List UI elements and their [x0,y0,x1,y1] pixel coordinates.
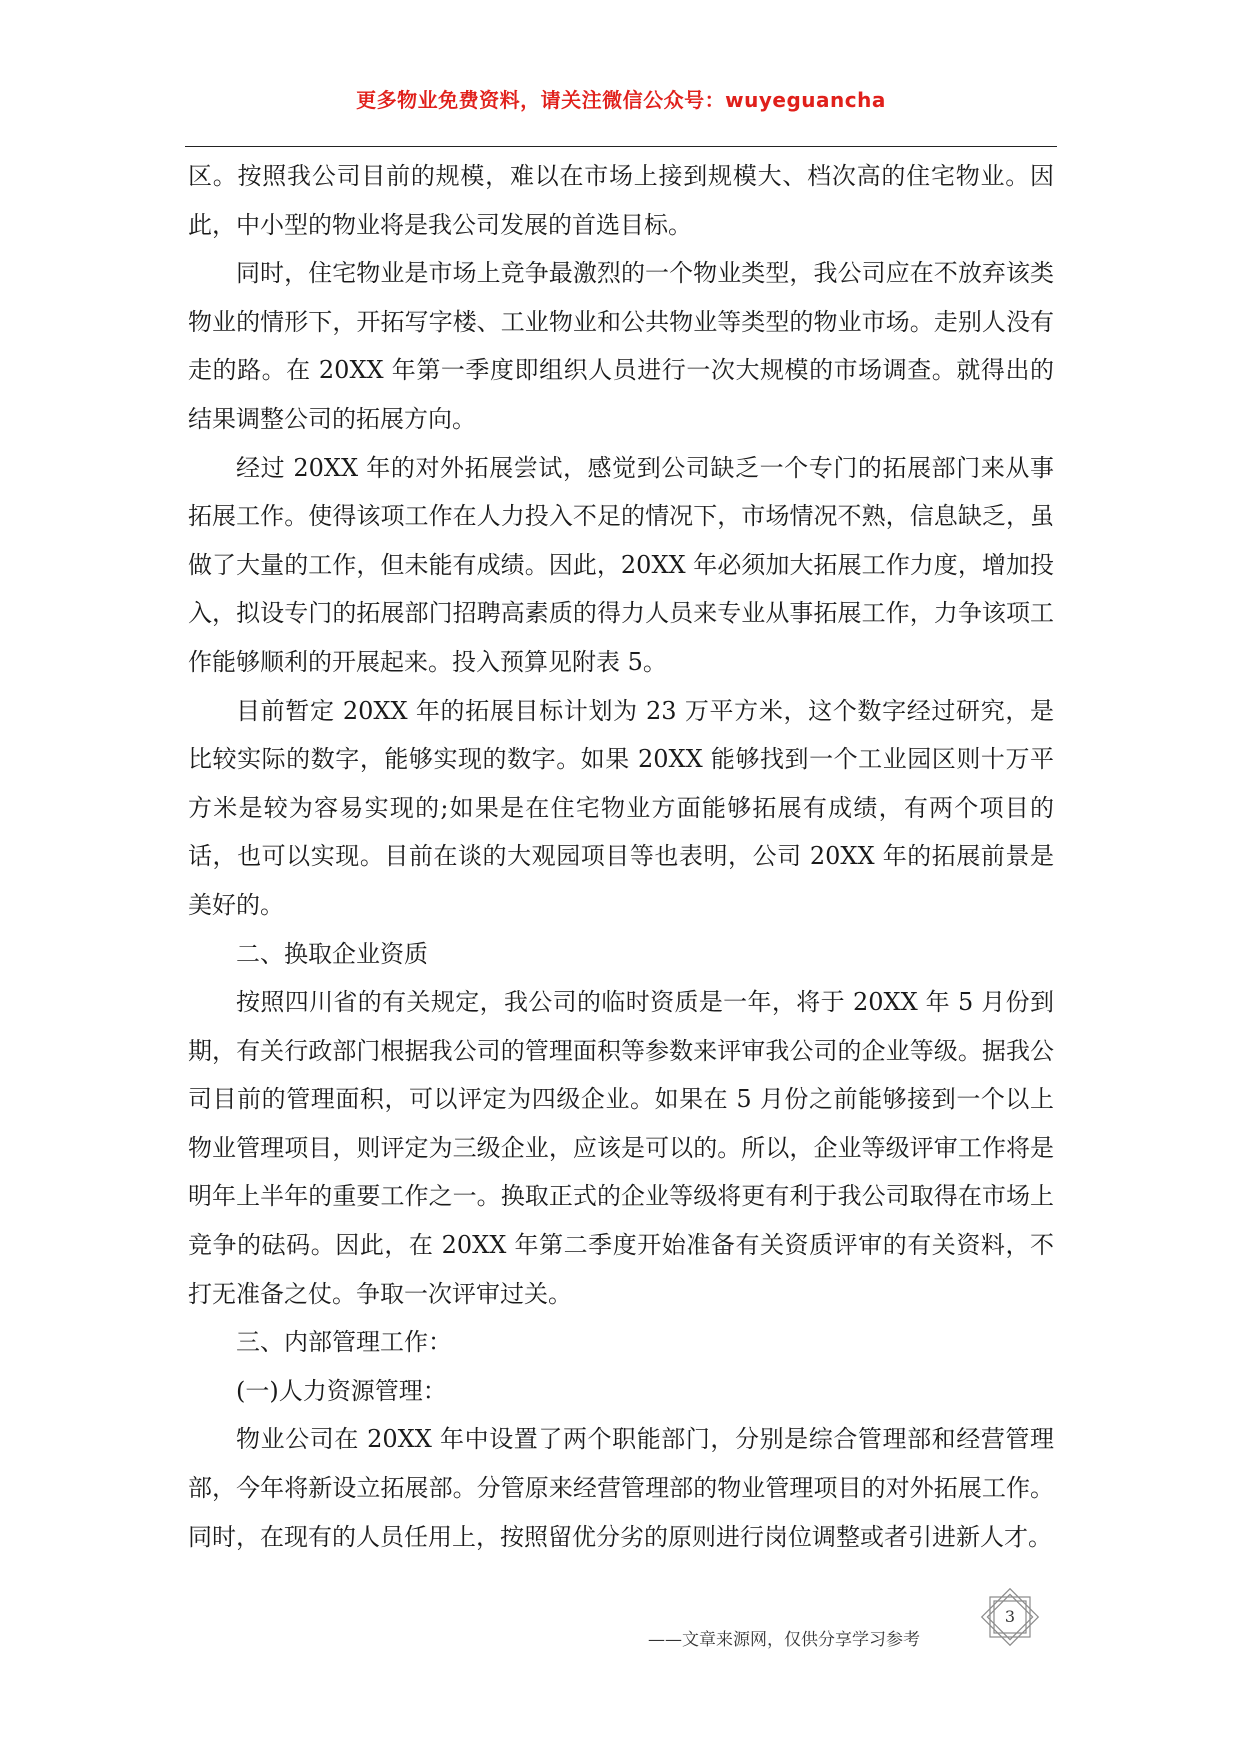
subsection-heading-1: (一)人力资源管理： [236,1376,447,1405]
section-heading-2: 二、换取企业资质 [236,939,428,968]
paragraph-2: 同时，住宅物业是市场上竞争最激烈的一个物业类型，我公司应在不放弃该类物业的情形下，开拓写字楼、工业物业和公共物业等类型的物业市场。走别人没有走的路。在 20XX 年第一季度即组织人员进行一次大规模的市场调查。就得出的结果调整公司的拓展方向。 [188,259,1054,433]
document-body [188,152,1054,1561]
paragraph-5: 按照四川省的有关规定，我公司的临时资质是一年，将于 20XX 年 5 月份到期，有关行政部门根据我公司的管理面积等参数来评审我公司的企业等级。据我公司目前的管理面积，可以评定为四级企业。如果在 5 月份之前能够接到一个以上物业管理项目，则评定为三级企业，应该是可以的。所以，企业等级评审工作将是明年上半年的重要工作之一。换取正式的企业等级将更有利于我公司取得在市场上竞争的砝码。因此，在 20XX 年第二季度开始准备有关资质评审的有关资料，不打无准备之仗。争取一次评审过关。 [188,988,1054,1308]
page-number-badge [978,1585,1042,1649]
section-heading-3: 三、内部管理工作： [236,1328,452,1357]
paragraph-4: 目前暂定 20XX 年的拓展目标计划为 23 万平方米，这个数字经过研究，是比较实际的数字，能够实现的数字。如果 20XX 能够找到一个工业园区则十万平方米是较为容易实现的;如果是在住宅物业方面能够拓展有成绩，有两个项目的话，也可以实现。目前在谈的大观园项目等也表明，公司 20XX 年的拓展前景是美好的。 [188,696,1054,919]
footer-source-note: ——文章来源网，仅供分享学习参考 [648,1630,920,1650]
page-number: 3 [1004,1607,1016,1626]
paragraph-6: 物业公司在 20XX 年中设置了两个职能部门，分别是综合管理部和经营管理部，今年将新设立拓展部。分管原来经营管理部的物业管理项目的对外拓展工作。同时，在现有的人员任用上，按照留优分劣的原则进行岗位调整或者引进新人才。 [188,1425,1054,1551]
promo-header: 更多物业免费资料，请关注微信公众号：wuyeguancha [356,88,886,112]
header-rule [185,146,1057,147]
paragraph-1: 区。按照我公司目前的规模，难以在市场上接到规模大、档次高的住宅物业。因此，中小型的物业将是我公司发展的首选目标。 [188,162,1054,239]
paragraph-3: 经过 20XX 年的对外拓展尝试，感觉到公司缺乏一个专门的拓展部门来从事拓展工作。使得该项工作在人力投入不足的情况下，市场情况不熟，信息缺乏，虽做了大量的工作，但未能有成绩。因此，20XX 年必须加大拓展工作力度，增加投入，拟设专门的拓展部门招聘高素质的得力人员来专业从事拓展工作，力争该项工作能够顺利的开展起来。投入预算见附表 5。 [188,453,1054,676]
